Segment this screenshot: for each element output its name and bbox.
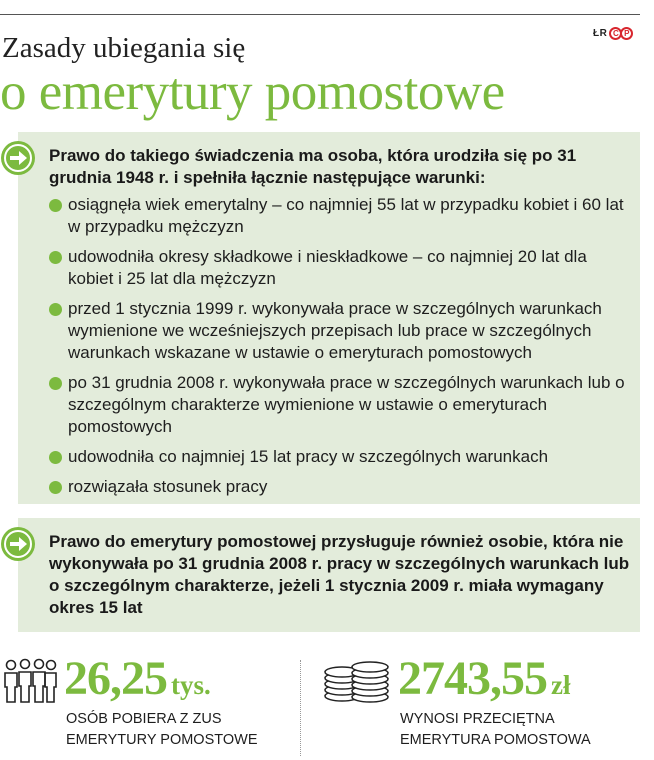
conditions-list (49, 194, 632, 506)
stat-average-number: 2743,55 (398, 652, 547, 705)
author-credit: ŁR (593, 28, 608, 39)
arrow-right-icon (0, 140, 36, 176)
bullet-dot-icon (49, 199, 62, 212)
stat-pensioners-label (66, 709, 296, 751)
stat-average-label (400, 709, 630, 751)
stats-divider (300, 660, 301, 756)
list-item (49, 194, 632, 238)
conditions-panel (18, 132, 640, 504)
bullet-dot-icon (49, 481, 62, 494)
list-item-text: osiągnęła wiek emerytalny – co najmniej 55 lat w przypadku kobiet i 60 lat w przypadku mężczyzn (68, 195, 624, 236)
cp-logo (611, 27, 633, 40)
people-icon (2, 658, 58, 704)
stats-row (0, 648, 654, 758)
list-item-text: przed 1 stycznia 1999 r. wykonywała prace w szczególnych warunkach wymienione we wcześniejszych przepisach lub prace w szczególnych warunkach wskazane w ustawie o emeryturach pomostowych (68, 299, 602, 362)
top-rule (0, 14, 640, 15)
stat-pensioners-label-line1: OSÓB POBIERA Z ZUS (66, 711, 222, 727)
conditions-lead: Prawo do takiego świadczenia ma osoba, która urodziła się po 31 grudnia 1948 r. i spełniła łącznie następujące warunki: (49, 146, 577, 187)
bullet-dot-icon (49, 451, 62, 464)
list-item-text: udowodniła co najmniej 15 lat pracy w szczególnych warunkach (68, 447, 549, 466)
list-item (49, 372, 632, 438)
stat-pensioners-unit: tys. (171, 670, 211, 700)
coins-icon (320, 656, 394, 704)
list-item (49, 476, 632, 498)
list-item-text: rozwiązała stosunek pracy (68, 477, 268, 496)
list-item (49, 298, 632, 364)
credit (593, 27, 633, 40)
stat-average-label-line1: WYNOSI PRZECIĘTNA (400, 711, 555, 727)
bullet-dot-icon (49, 251, 62, 264)
title-line-2: o emerytury pomostowe (0, 63, 505, 121)
stat-pensioners-label-line2: EMERYTURY POMOSTOWE (66, 732, 258, 748)
list-item-text: udowodniła okresy składkowe i nieskładkowe – co najmniej 20 lat dla kobiet i 25 lat dla mężczyzn (68, 247, 587, 288)
stat-pensioners-value (64, 651, 211, 706)
cp-logo-c: C (609, 27, 622, 40)
cp-logo-p: P (620, 27, 633, 40)
exception-panel (18, 518, 640, 632)
bullet-dot-icon (49, 303, 62, 316)
title-line-1: Zasady ubiegania się (2, 32, 246, 64)
arrow-right-icon (0, 526, 36, 562)
stat-average-label-line2: EMERYTURA POMOSTOWA (400, 732, 591, 748)
stat-pensioners-number: 26,25 (64, 652, 167, 705)
stat-average-value (398, 651, 571, 706)
list-item (49, 246, 632, 290)
list-item-text: po 31 grudnia 2008 r. wykonywała prace w szczególnych warunkach lub o szczególnym charakterze wymienione w ustawie o emeryturach pomostowych (68, 373, 625, 436)
list-item (49, 446, 632, 468)
bullet-dot-icon (49, 377, 62, 390)
exception-text: Prawo do emerytury pomostowej przysługuje również osobie, która nie wykonywała po 31 grudnia 2008 r. pracy w szczególnych warunkach lub o szczególnym charakterze, jeżeli 1 stycznia 2009 r. miała wymagany okres 15 lat (49, 532, 630, 617)
stat-average-unit: zł (551, 670, 571, 700)
